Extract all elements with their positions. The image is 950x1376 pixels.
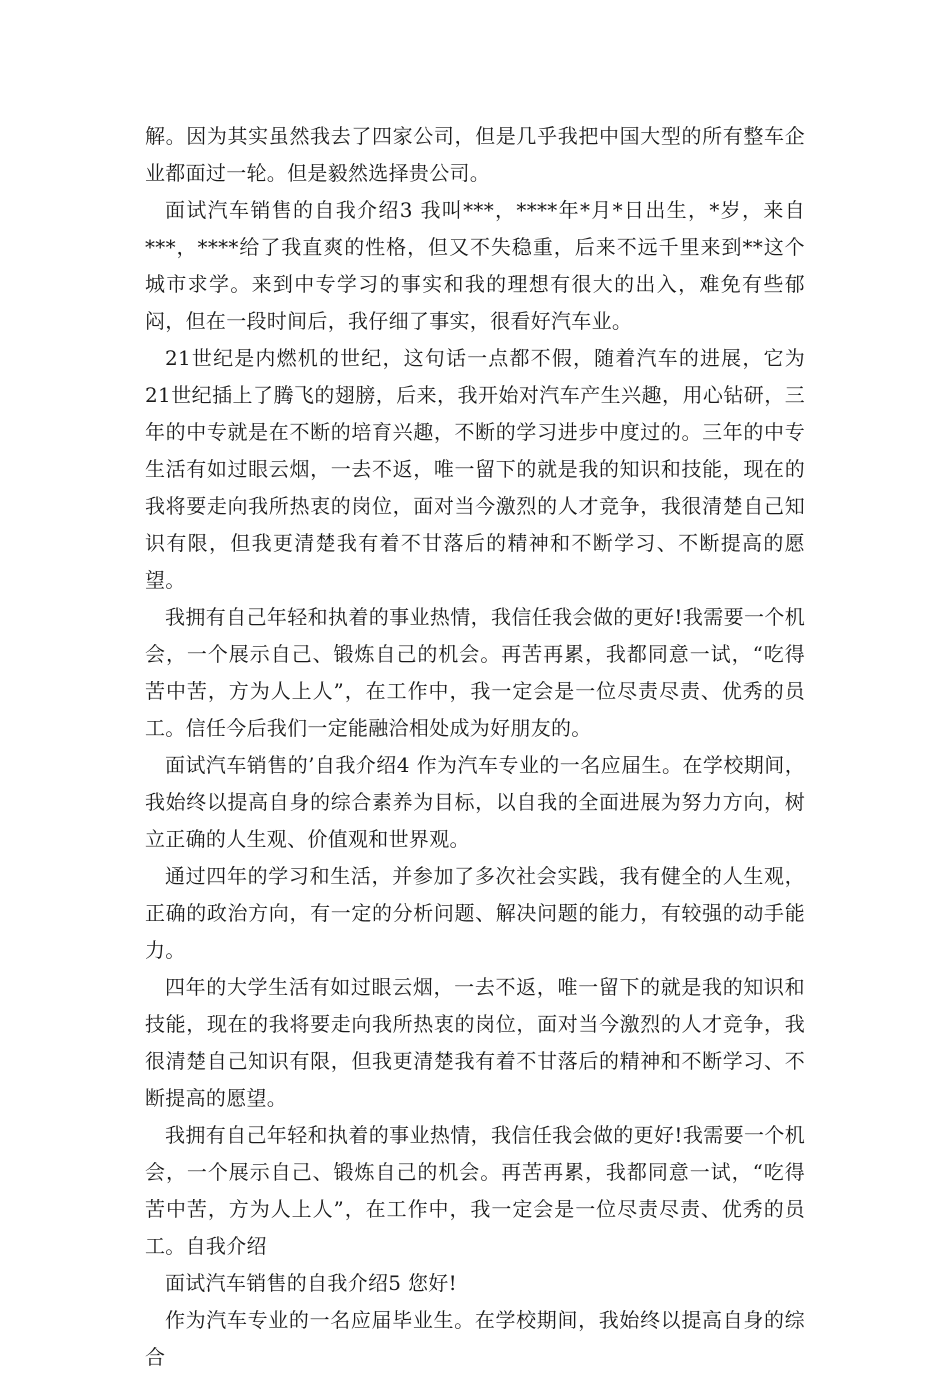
paragraph: 面试汽车销售的自我介绍5 您好! [165,1271,457,1295]
paragraph: 我拥有自己年轻和执着的事业热情，我信任我会做的更好!我需要一个机会，一个展示自己、锻炼自己的机会。再苦再累，我都同意一试，“吃得苦中苦，方为人上人”，在工作中，我一定会是一位尽责尽责、优秀的员工。信任今后我们一定能融洽相处成为好朋友的。 [145,605,805,740]
paragraph: 通过四年的学习和生活，并参加了多次社会实践，我有健全的人生观，正确的政治方向，有一定的分析问题、解决问题的能力，有较强的动手能力。 [145,864,805,962]
paragraph: 面试汽车销售的自我介绍3 我叫***，****年*月*日出生，*岁，来自***，****给了我直爽的性格，但又不失稳重，后来不远千里来到**这个城市求学。来到中专学习的事实和我的理想有很大的出入，难免有些郁闷，但在一段时间后，我仔细了事实，很看好汽车业。 [145,198,805,333]
paragraph: 21世纪是内燃机的世纪，这句话一点都不假，随着汽车的进展，它为21世纪插上了腾飞的翅膀，后来，我开始对汽车产生兴趣，用心钻研，三年的中专就是在不断的培育兴趣，不断的学习进步中度过的。三年的中专生活有如过眼云烟，一去不返，唯一留下的就是我的知识和技能，现在的我将要走向我所热衷的岗位，面对当今激烈的人才竞争，我很清楚自己知识有限，但我更清楚我有着不甘落后的精神和不断学习、不断提高的愿望。 [145,346,805,592]
paragraph: 作为汽车专业的一名应届毕业生。在学校期间，我始终以提高自身的综合 [145,1308,805,1369]
paragraph: 四年的大学生活有如过眼云烟，一去不返，唯一留下的就是我的知识和技能，现在的我将要走向我所热衷的岗位，面对当今激烈的人才竞争，我很清楚自己知识有限，但我更清楚我有着不甘落后的精神和不断学习、不断提高的愿望。 [145,975,805,1110]
paragraph: 我拥有自己年轻和执着的事业热情，我信任我会做的更好!我需要一个机会，一个展示自己、锻炼自己的机会。再苦再累，我都同意一试，“吃得苦中苦，方为人上人”，在工作中，我一定会是一位尽责尽责、优秀的员工。自我介绍 [145,1123,805,1258]
paragraph: 面试汽车销售的’自我介绍4 作为汽车专业的一名应届生。在学校期间，我始终以提高自身的综合素养为目标，以自我的全面进展为努力方向，树立正确的人生观、价值观和世界观。 [145,753,805,851]
paragraph: 解。因为其实虽然我去了四家公司，但是几乎我把中国大型的所有整车企业都面过一轮。但是毅然选择贵公司。 [145,124,805,185]
document-body [145,118,805,1376]
